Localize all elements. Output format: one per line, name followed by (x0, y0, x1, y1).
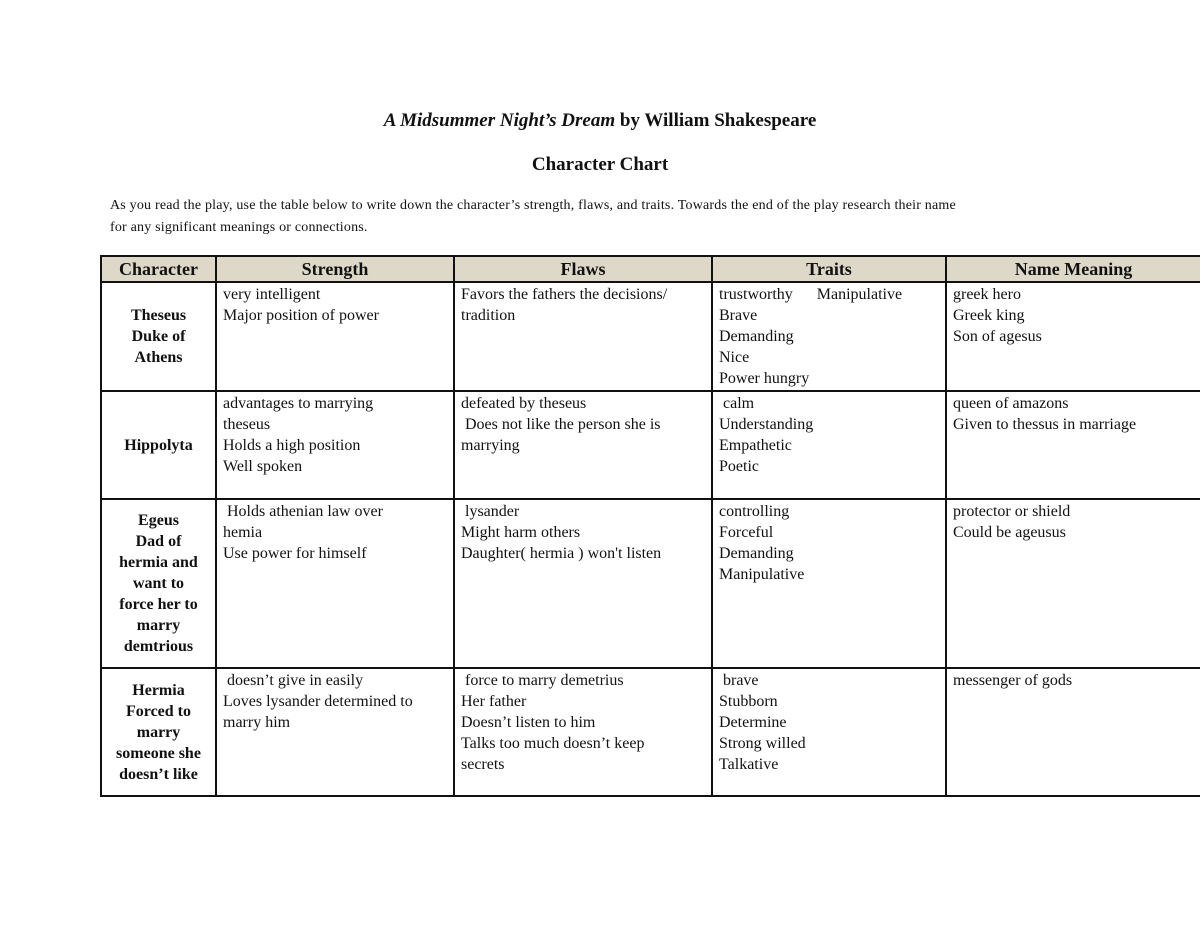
cell-line: Given to thessus in marriage (953, 416, 1137, 433)
author-byline: by William Shakespeare (615, 110, 817, 131)
cell-line: queen of amazons (953, 395, 1069, 412)
cell-strength (216, 391, 454, 499)
cell-line: doesn’t like (119, 765, 198, 783)
cell-name-meaning (946, 499, 1200, 668)
cell-line: messenger of gods (953, 672, 1073, 689)
cell-line: Duke of (131, 328, 186, 345)
column-header-flaws: Flaws (454, 256, 712, 282)
instructions-line: for any significant meanings or connections. (110, 220, 368, 235)
cell-line: Son of agesus (953, 328, 1042, 345)
cell-line: calm (719, 395, 755, 412)
cell-traits (712, 391, 946, 499)
cell-line: hemia (223, 524, 263, 541)
table-header-row (101, 256, 1200, 282)
cell-line: hermia and (119, 554, 198, 571)
column-header-traits: Traits (712, 256, 946, 282)
cell-line: Determine (719, 714, 787, 731)
cell-line: theseus (223, 416, 271, 433)
cell-line: Daughter( hermia ) won't listen (461, 545, 662, 562)
cell-line: Demanding (719, 545, 794, 562)
cell-strength (216, 282, 454, 391)
cell-line: Power hungry (719, 370, 810, 387)
cell-strength (216, 499, 454, 668)
cell-line: Talkative (719, 756, 779, 773)
cell-traits (712, 282, 946, 391)
cell-line: Egeus (138, 512, 179, 529)
cell-flaws (454, 668, 712, 796)
instructions (110, 195, 1100, 239)
cell-line: marrying (461, 437, 520, 454)
cell-line: force her to (119, 596, 198, 613)
cell-line: Manipulative (719, 566, 805, 583)
cell-name-meaning (946, 282, 1200, 391)
cell-line: Nice (719, 349, 750, 366)
cell-line: secrets (461, 756, 505, 773)
cell-line: doesn’t give in easily (223, 672, 364, 689)
cell-flaws (454, 391, 712, 499)
cell-line: Poetic (719, 458, 759, 475)
cell-line: Might harm others (461, 524, 581, 541)
cell-line: Does not like the person she is (461, 416, 661, 433)
cell-flaws (454, 282, 712, 391)
cell-line: lysander (461, 503, 520, 520)
cell-line: Forced to (125, 702, 191, 720)
play-title: A Midsummer Night’s Dream (383, 110, 616, 131)
cell-line: Holds athenian law over (223, 503, 383, 520)
cell-line: Dad of (135, 533, 182, 550)
cell-traits (712, 499, 946, 668)
cell-name-meaning (946, 668, 1200, 796)
table-row (101, 668, 1200, 796)
cell-character (101, 282, 216, 391)
cell-line: tradition (461, 307, 516, 324)
cell-line: controlling (719, 503, 790, 520)
cell-line: Brave (719, 307, 758, 324)
column-header-character: Character (101, 256, 216, 282)
cell-line: Major position of power (223, 307, 379, 324)
cell-character (101, 668, 216, 796)
cell-line: Doesn’t listen to him (461, 714, 596, 731)
cell-line: Hermia (132, 681, 185, 699)
table-row (101, 391, 1200, 499)
cell-line: Talks too much doesn’t keep (461, 735, 645, 752)
cell-line: Stubborn (719, 693, 778, 710)
cell-line: force to marry demetrius (461, 672, 624, 689)
cell-line: protector or shield (953, 503, 1071, 520)
cell-line: marry him (223, 714, 291, 731)
cell-line: Strong willed (719, 735, 806, 752)
cell-line: marry (136, 617, 181, 634)
cell-line: Well spoken (223, 458, 303, 475)
cell-line: greek hero (953, 286, 1021, 303)
cell-character (101, 499, 216, 668)
cell-line: demtrious (123, 638, 194, 655)
cell-line: Hippolyta (124, 436, 193, 454)
cell-line: brave (719, 672, 759, 689)
cell-line: Demanding (719, 328, 794, 345)
cell-line: Empathetic (719, 437, 792, 454)
cell-name-meaning (946, 391, 1200, 499)
cell-traits (712, 668, 946, 796)
cell-line: Her father (461, 693, 527, 710)
cell-line: Greek king (953, 307, 1025, 324)
cell-line: defeated by theseus (461, 395, 587, 412)
column-header-name-meaning: Name Meaning (946, 256, 1200, 282)
cell-strength (216, 668, 454, 796)
cell-line: advantages to marrying (223, 395, 374, 412)
cell-line: Understanding (719, 416, 814, 433)
table-row (101, 282, 1200, 391)
document-subtitle: Character Chart (531, 154, 669, 175)
cell-line: very intelligent (223, 286, 321, 303)
cell-line: Loves lysander determined to (223, 693, 413, 710)
cell-character (101, 391, 216, 499)
cell-line: Favors the fathers the decisions/ (461, 286, 668, 303)
character-chart-table (100, 255, 1200, 797)
column-header-strength: Strength (216, 256, 454, 282)
cell-flaws (454, 499, 712, 668)
cell-line: Athens (134, 349, 183, 366)
cell-line: Use power for himself (223, 545, 367, 562)
cell-line: trustworthy Manipulative (719, 286, 903, 303)
cell-line: marry (136, 723, 181, 741)
table-row (101, 499, 1200, 668)
cell-line: Holds a high position (223, 437, 361, 454)
cell-line: want to (132, 575, 185, 592)
document-title (0, 110, 1200, 132)
cell-line: Theseus (130, 307, 187, 324)
instructions-line: As you read the play, use the table below to write down the character’s strength, flaws, and traits. Towards the end of the play research their name (110, 198, 956, 213)
cell-line: Could be ageusus (953, 524, 1066, 541)
cell-line: Forceful (719, 524, 774, 541)
cell-line: someone she (116, 744, 201, 762)
